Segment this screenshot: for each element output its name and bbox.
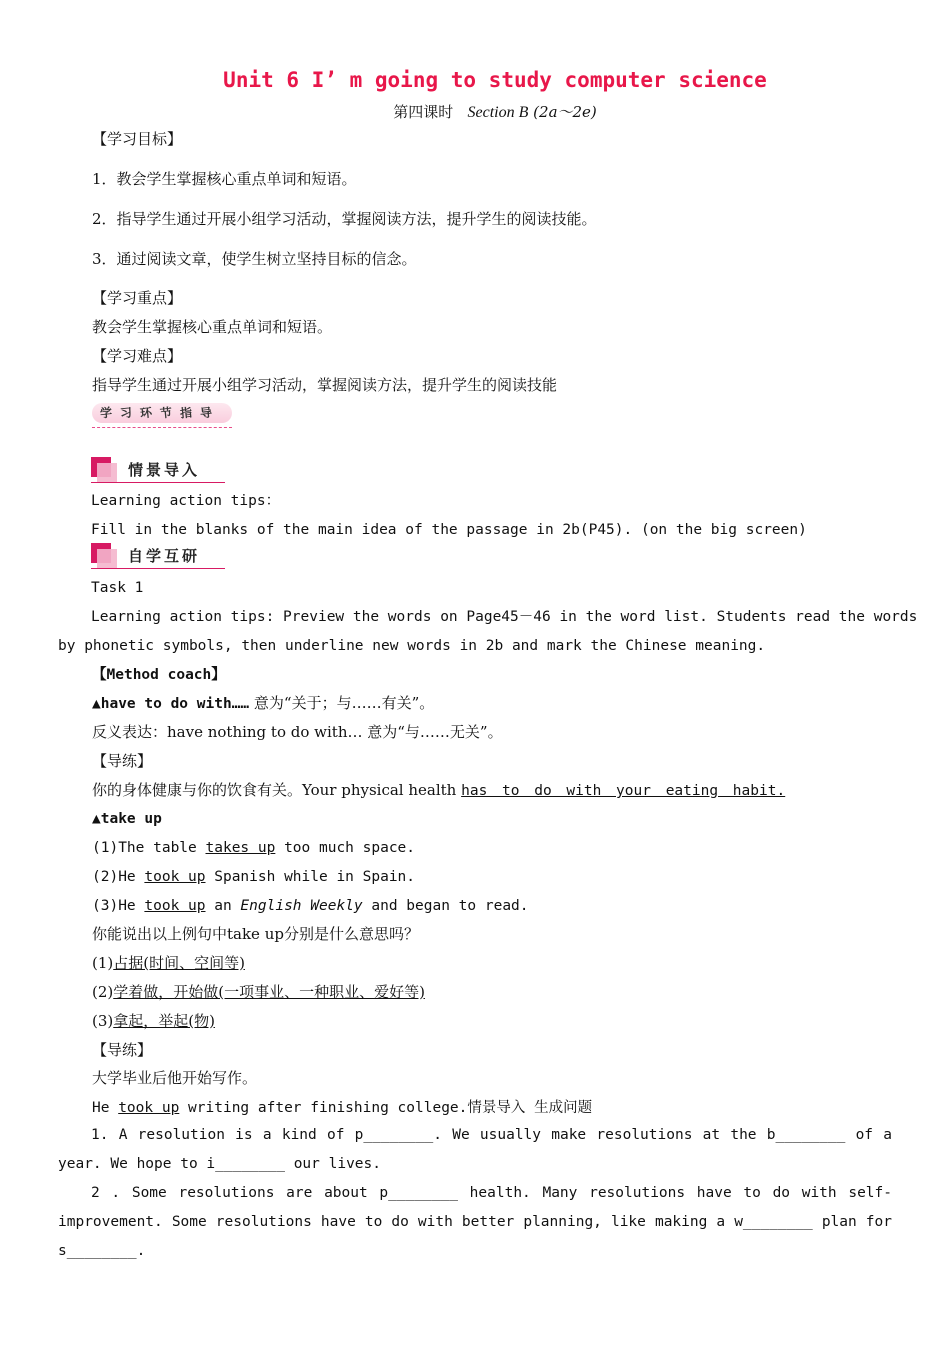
example-3: (3)He took up an English Weekly and began to read.	[92, 898, 529, 914]
lesson-subtitle	[0, 101, 950, 122]
section-range: (2a～2e)	[533, 103, 597, 121]
answer-blank: took up	[118, 1100, 180, 1116]
banner-char: 节	[159, 405, 173, 421]
answer-blank: takes up	[205, 840, 276, 856]
banner-char: 指	[179, 405, 193, 421]
section-name: Section B	[467, 104, 529, 121]
objective-item-3: 3．通过阅读文章，使学生树立坚持目标的信念。	[92, 250, 417, 268]
answer-blank: 拿起，举起(物)	[113, 1012, 215, 1030]
banner-char: 习	[119, 405, 133, 421]
key-points-text: 教会学生掌握核心重点单词和短语。	[92, 318, 333, 336]
example-2: (2)He took up Spanish while in Spain.	[92, 869, 416, 885]
key-points-heading: 【学习重点】	[92, 289, 183, 307]
objective-item-2: 2．指导学生通过开展小组学习活动，掌握阅读方法，提升学生的阅读技能。	[92, 210, 597, 228]
objective-item-1: 1．教会学生掌握核心重点单词和短语。	[92, 170, 357, 188]
answer-blank: has to do with your eating habit.	[461, 783, 786, 799]
banner-char: 导	[199, 405, 213, 421]
take-up-heading: ▲take up	[92, 811, 162, 827]
objectives-heading: 【学习目标】	[92, 130, 183, 148]
answer-blank: took up	[144, 869, 206, 885]
answer-blank: took up	[144, 898, 206, 914]
intro-tips-text: Fill in the blanks of the main idea of the passage in 2b(P45). (on the big screen)	[91, 522, 807, 538]
intro-tips-label: Learning action tips：	[91, 493, 281, 509]
task-tips-line2: by phonetic symbols, then underline new words in 2b and mark the Chinese meaning.	[58, 638, 766, 654]
banner-char: 学	[99, 405, 113, 421]
example-1: (1)The table takes up too much space.	[92, 840, 416, 856]
meaning-3: (3)拿起，举起(物)	[92, 1012, 215, 1030]
meaning-2: (2)学着做，开始做(一项事业、一种职业、爱好等)	[92, 983, 425, 1001]
question-2: 2 . Some resolutions are about p________ health. Many resolutions have to do with self-improvement. Some resolutions have to do with better planning, like making a w________ plan for s________.	[58, 1185, 892, 1259]
practice-heading-2: 【导练】	[92, 1041, 153, 1059]
meaning-1: (1)占据(时间、空间等)	[92, 954, 245, 972]
have-to-do-with-note: ▲have to do with…… 意为“关于；与……有关”。	[92, 694, 435, 712]
answer-blank: 占据(时间、空间等)	[113, 954, 245, 972]
meaning-question: 你能说出以上例句中take up分别是什么意思吗？	[92, 925, 419, 943]
learning-guide-banner	[92, 403, 232, 428]
task-label: Task 1	[91, 580, 144, 596]
page-title: Unit 6 I’ m going to study computer science	[223, 68, 767, 92]
difficulties-text: 指导学生通过开展小组学习活动，掌握阅读方法，提升学生的阅读技能	[92, 376, 558, 394]
antonym-note: 反义表达：have nothing to do with… 意为“与……无关”。	[92, 723, 503, 741]
method-coach-heading: 【Method coach】	[92, 667, 226, 683]
banner-char: 环	[139, 405, 153, 421]
practice-sentence-2-cn: 大学毕业后他开始写作。	[92, 1069, 258, 1087]
section-heading-intro: 情景导入	[91, 457, 225, 483]
task-tips-line1: Learning action tips: Preview the words on Page45－46 in the word list. Students read the words	[91, 609, 918, 625]
question-1: 1. A resolution is a kind of p________. We usually make resolutions at the b________ of a year. We hope to i________ our lives.	[58, 1127, 892, 1172]
practice-sentence-1: 你的身体健康与你的饮食有关。Your physical health has to do with your eating habit.	[92, 781, 786, 799]
difficulties-heading: 【学习难点】	[92, 347, 183, 365]
practice-sentence-2: He took up writing after finishing college.情景导入 生成问题	[92, 1100, 593, 1116]
lesson-number: 第四课时	[393, 103, 454, 121]
section-heading-self-study: 自学互研	[91, 543, 225, 569]
answer-blank: 学着做，开始做(一项事业、一种职业、爱好等)	[113, 983, 425, 1001]
practice-heading-1: 【导练】	[92, 752, 153, 770]
